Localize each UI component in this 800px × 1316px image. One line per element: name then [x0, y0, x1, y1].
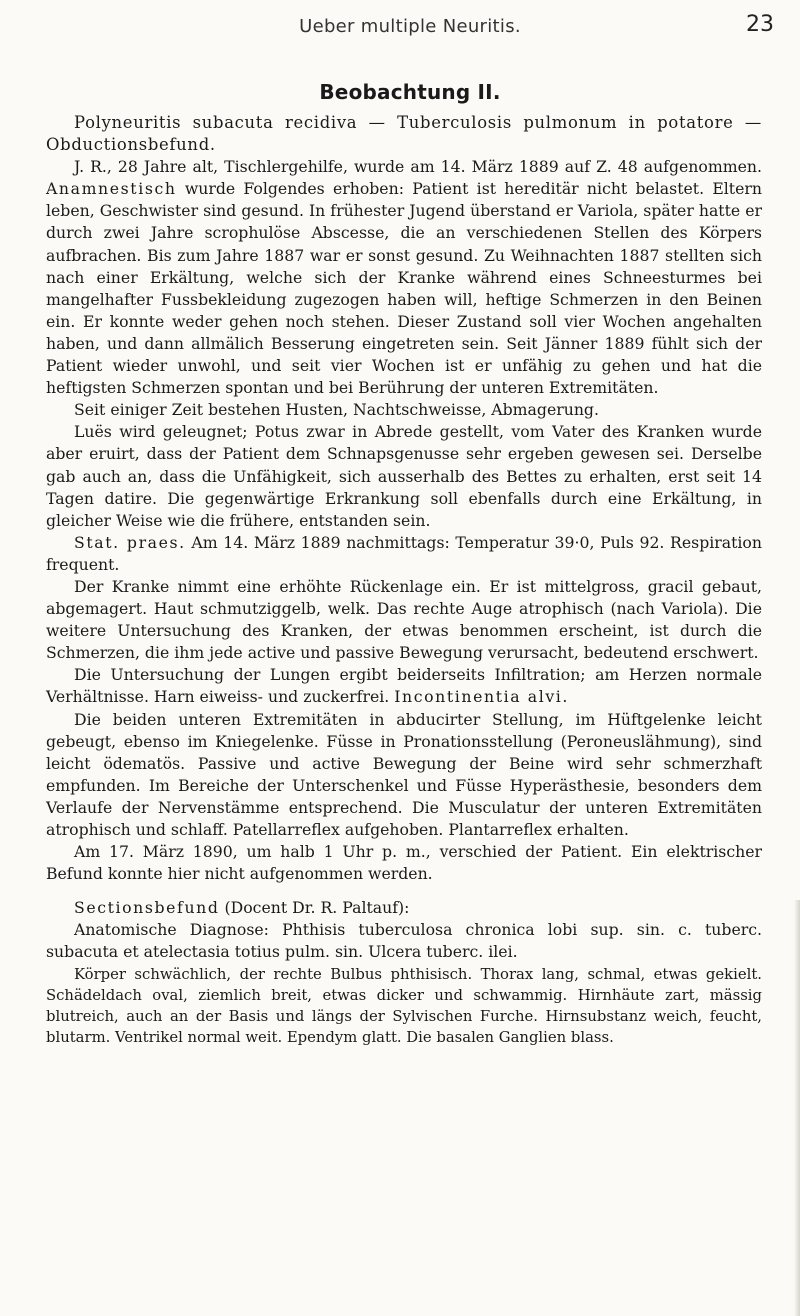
page-edge-shadow: [794, 900, 800, 1316]
paragraph-lead: J. R., 28 Jahre alt, Tischlergehilfe, wurde am 14. März 1889 auf Z. 48 aufgenommen.: [74, 157, 762, 177]
paragraph-death: Am 17. März 1890, um halb 1 Uhr p. m., verschied der Patient. Ein elektrischer Befund konnte hier nicht aufgenommen werden.: [46, 842, 762, 884]
emphasis-sectionsbefund: Sectionsbefund: [74, 898, 220, 918]
running-head: [46, 12, 774, 42]
paragraph-lues: Luës wird geleugnet; Potus zwar in Abrede gestellt, vom Vater des Kranken wurde aber eruirt, dass der Patient dem Schnapsgenusse sehr ergeben gewesen sei. Derselbe gab auch an, dass die Unfähigkeit, sich ausserhalb des Bettes zu erhalten, erst seit 14 Tagen datire. Die gegenwärtige Erkrankung soll ebenfalls durch eine Erkältung, in gleicher Weise wie die frühere, entstanden sein.: [46, 422, 762, 530]
paragraph-extremities: Die beiden unteren Extremitäten in abducirter Stellung, im Hüftgelenke leicht gebeugt, ebenso im Kniegelenke. Füsse in Pronationsstellung (Peroneuslähmung), sind leicht ödematös. Passive und active Bewegung der Beine wird sehr schmerzhaft empfunden. Im Bereiche der Unterschenkel und Füsse Hyperästhesie, besonders dem Verlaufe der Nervenstämme entsprechend. Die Musculatur der unteren Extremitäten atrophisch und schlaff. Patellarreflex aufgehoben. Plantarreflex erhalten.: [46, 709, 762, 839]
page-number: 23: [746, 12, 774, 37]
paragraph-lungs: [46, 664, 762, 708]
emphasis-anamnestisch: Anamnestisch: [46, 179, 177, 199]
body-text: [46, 112, 762, 1048]
paragraph-rest: wurde Folgendes erhoben: Patient ist hereditär nicht belastet. Eltern leben, Geschwister sind gesund. In frühester Jugend überstand er Variola, später hatte er durch zwei Jahre scrophulöse Abscesse, die an verschiedenen Stellen des Körpers aufbrachen. Bis zum Jahre 1887 war er sonst gesund. Zu Weihnachten 1887 stellten sich nach einer Erkältung, welche sich der Kranke während eines Schneesturmes bei mangelhafter Fussbekleidung zugezogen haben will, heftige Schmerzen in den Beinen ein. Er konnte weder gehen noch stehen. Dieser Zustand soll vier Wochen angehalten haben, und dann allmälich Besserung eingetreten sein. Seit Jänner 1889 fühlt sich der Patient wieder unwohl, und seit vier Wochen ist er unfähig zu gehen und hat die heftigsten Schmerzen spontan und bei Berührung der unteren Extremitäten.: [46, 179, 762, 398]
paragraph-examination: Der Kranke nimmt eine erhöhte Rückenlage ein. Er ist mittelgross, gracil gebaut, abgemagert. Haut schmutziggelb, welk. Das rechte Auge atrophisch (nach Variola). Die weitere Untersuchung des Kranken, der etwas benommen erscheint, ist durch die Schmerzen, die ihm jede active und passive Bewegung verursacht, bedeutend erschwert.: [46, 576, 762, 663]
paragraph-symptoms: Seit einiger Zeit bestehen Husten, Nachtschweisse, Abmagerung.: [74, 400, 599, 420]
observation-heading: Beobachtung II.: [319, 80, 501, 104]
paragraph-autopsy-body: Körper schwächlich, der rechte Bulbus phthisisch. Thorax lang, schmal, etwas gekielt. Schädeldach oval, ziemlich breit, etwas dicker und schwammig. Hirnhäute zart, mässig blutreich, auch an der Basis und längs der Sylvischen Furche. Hirnsubstanz weich, feucht, blutarm. Ventrikel normal weit. Ependym glatt. Die basalen Ganglien blass.: [46, 965, 762, 1046]
paragraph-status-praesens: [46, 532, 762, 576]
running-title: Ueber multiple Neuritis.: [299, 16, 521, 37]
observation-subtitle: Polyneuritis subacuta recidiva — Tuberculosis pulmonum in potatore — Obductionsbefund.: [46, 113, 762, 155]
paragraph-anamnesis: [46, 156, 762, 399]
emphasis-incontinentia: Incontinentia alvi.: [394, 687, 569, 707]
spacer: [46, 885, 762, 897]
sectionsbefund-author: (Docent Dr. R. Paltauf):: [224, 898, 410, 918]
paragraph-sectionsbefund: [46, 897, 762, 919]
emphasis-stat-praes: Stat. praes.: [74, 532, 186, 552]
paragraph-rest: Am 14. März 1889 nachmittags: Temperatur 39·0, Puls 92. Respiration frequent.: [46, 532, 762, 574]
paragraph-lead: Die Untersuchung der Lungen ergibt beiderseits Infiltration; am Herzen normale Verhältnisse. Harn eiweiss- und zuckerfrei.: [46, 665, 762, 707]
paragraph-diagnosis: Anatomische Diagnose: Phthisis tuberculosa chronica lobi sup. sin. c. tuberc. subacuta et atelectasia totius pulm. sin. Ulcera tuberc. ilei.: [46, 920, 762, 962]
